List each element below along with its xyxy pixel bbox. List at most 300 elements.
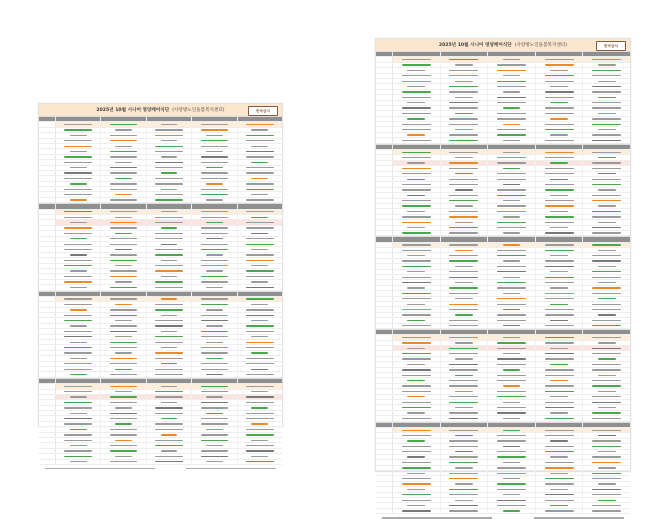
menu-cell xyxy=(441,95,489,99)
menu-cell xyxy=(488,275,536,279)
menu-item-text xyxy=(201,172,229,173)
menu-cell xyxy=(147,149,192,153)
menu-cell xyxy=(56,362,101,366)
menu-item-text xyxy=(407,287,425,288)
menu-item-text xyxy=(246,363,274,364)
menu-cell xyxy=(488,455,536,459)
menu-cell xyxy=(488,270,536,274)
row-label xyxy=(376,111,393,115)
row-label xyxy=(39,411,56,415)
menu-cell xyxy=(101,274,146,278)
menu-item-text xyxy=(402,124,431,125)
menu-item-text xyxy=(246,325,274,326)
menu-cell xyxy=(192,269,237,273)
menu-cell xyxy=(192,400,237,404)
menu-cell xyxy=(393,330,441,334)
menu-item-text xyxy=(251,265,268,266)
menu-item-text xyxy=(598,173,616,174)
menu-cell xyxy=(147,231,192,235)
menu-item-text xyxy=(407,473,425,474)
row-label xyxy=(39,149,56,153)
menu-cell xyxy=(488,509,536,513)
menu-item-text xyxy=(497,391,526,392)
menu-cell xyxy=(147,258,192,262)
menu-cell xyxy=(147,285,192,289)
menu-cell xyxy=(393,362,441,366)
menu-cell xyxy=(488,498,536,502)
menu-cell xyxy=(441,74,489,78)
menu-item-text xyxy=(402,75,431,76)
menu-cell xyxy=(393,335,441,339)
menu-cell xyxy=(192,253,237,257)
menu-item-text xyxy=(155,249,183,250)
menu-item-text xyxy=(64,315,92,316)
menu-item-text xyxy=(407,380,425,381)
menu-cell xyxy=(536,122,584,126)
menu-cell xyxy=(441,172,489,176)
row-label xyxy=(376,450,393,454)
menu-cell xyxy=(56,117,101,121)
menu-item-text xyxy=(402,435,431,436)
menu-cell xyxy=(441,166,489,170)
row-label xyxy=(376,351,393,355)
menu-cell xyxy=(583,166,630,170)
menu-item-text xyxy=(545,205,574,206)
menu-cell xyxy=(56,308,101,312)
row-label xyxy=(376,460,393,464)
menu-item-text xyxy=(592,211,621,212)
menu-item-text xyxy=(449,353,478,354)
menu-cell xyxy=(101,324,146,328)
menu-item-text xyxy=(402,81,431,82)
menu-item-text xyxy=(592,59,621,60)
menu-item-text xyxy=(246,135,274,136)
row-label xyxy=(376,389,393,393)
menu-cell xyxy=(147,122,192,126)
menu-item-text xyxy=(110,418,138,419)
row-label xyxy=(39,313,56,317)
menu-item-text xyxy=(246,140,274,141)
menu-cell xyxy=(583,368,630,372)
menu-item-text xyxy=(110,222,138,223)
row-label xyxy=(376,193,393,197)
menu-item-text xyxy=(64,391,92,392)
row-label xyxy=(376,95,393,99)
menu-cell xyxy=(147,237,192,241)
menu-cell xyxy=(488,389,536,393)
menu-item-text xyxy=(545,293,574,294)
menu-cell xyxy=(488,79,536,83)
menu-item-text xyxy=(161,227,178,228)
menu-item-text xyxy=(497,435,526,436)
menu-item-text xyxy=(545,309,574,310)
menu-cell xyxy=(56,160,101,164)
menu-item-text xyxy=(503,293,521,294)
menu-cell xyxy=(536,482,584,486)
menu-cell xyxy=(488,395,536,399)
menu-cell xyxy=(488,416,536,420)
row-label xyxy=(39,302,56,306)
menu-item-text xyxy=(497,500,526,501)
menu-cell xyxy=(441,384,489,388)
menu-cell xyxy=(536,357,584,361)
menu-item-text xyxy=(402,129,431,130)
menu-item-text xyxy=(155,199,183,200)
menu-item-text xyxy=(155,217,183,218)
menu-item-text xyxy=(201,281,229,282)
menu-item-text xyxy=(70,342,87,343)
row-label xyxy=(376,428,393,432)
menu-item-text xyxy=(497,282,526,283)
menu-cell xyxy=(441,378,489,382)
menu-cell xyxy=(56,192,101,196)
menu-cell xyxy=(56,318,101,322)
menu-item-text xyxy=(497,266,526,267)
menu-item-text xyxy=(402,430,431,431)
menu-item-text xyxy=(110,211,138,212)
menu-item-text xyxy=(449,102,478,103)
menu-item-text xyxy=(497,129,526,130)
menu-item-text xyxy=(503,140,521,141)
menu-item-text xyxy=(64,265,92,266)
menu-item-text xyxy=(64,249,92,250)
menu-cell xyxy=(101,308,146,312)
menu-item-text xyxy=(155,461,183,462)
menu-cell xyxy=(536,177,584,181)
menu-item-text xyxy=(455,342,473,343)
menu-cell xyxy=(101,345,146,349)
menu-item-text xyxy=(70,396,87,397)
menu-item-text xyxy=(201,189,229,190)
menu-cell xyxy=(441,428,489,432)
menu-cell xyxy=(441,373,489,377)
menu-cell xyxy=(536,161,584,165)
menu-cell xyxy=(101,438,146,442)
menu-cell xyxy=(441,226,489,230)
menu-cell xyxy=(147,433,192,437)
menu-cell xyxy=(583,498,630,502)
menu-item-text xyxy=(201,156,229,157)
menu-cell xyxy=(441,259,489,263)
menu-cell xyxy=(192,351,237,355)
menu-item-text xyxy=(592,260,621,261)
row-label xyxy=(376,237,393,241)
menu-cell xyxy=(488,297,536,301)
menu-cell xyxy=(192,182,237,186)
menu-cell xyxy=(441,122,489,126)
menu-item-text xyxy=(407,134,425,135)
menu-cell xyxy=(393,237,441,241)
menu-item-text xyxy=(503,325,521,326)
menu-cell xyxy=(536,318,584,322)
menu-item-text xyxy=(545,446,574,447)
menu-cell xyxy=(536,248,584,252)
menu-item-text xyxy=(402,325,431,326)
menu-item-text xyxy=(592,134,621,135)
menu-cell xyxy=(583,433,630,437)
menu-item-text xyxy=(545,402,574,403)
menu-cell xyxy=(488,226,536,230)
row-label xyxy=(376,275,393,279)
menu-cell xyxy=(536,373,584,377)
menu-cell xyxy=(147,308,192,312)
menu-cell xyxy=(393,74,441,78)
menu-cell xyxy=(238,237,282,241)
menu-item-text xyxy=(598,342,616,343)
menu-cell xyxy=(583,264,630,268)
menu-cell xyxy=(583,400,630,404)
menu-cell xyxy=(583,220,630,224)
menu-cell xyxy=(56,155,101,159)
menu-item-text xyxy=(407,489,425,490)
menu-item-text xyxy=(206,358,223,359)
row-label xyxy=(39,400,56,404)
menu-item-text xyxy=(206,151,223,152)
menu-item-text xyxy=(161,298,178,299)
menu-cell xyxy=(488,503,536,507)
row-label xyxy=(39,362,56,366)
menu-item-text xyxy=(246,450,274,451)
menu-item-text xyxy=(497,364,526,365)
menu-item-text xyxy=(155,129,183,130)
menu-cell xyxy=(56,122,101,126)
menu-cell xyxy=(56,302,101,306)
menu-cell xyxy=(583,307,630,311)
menu-cell xyxy=(488,378,536,382)
menu-item-text xyxy=(592,337,621,338)
menu-cell xyxy=(56,292,101,296)
menu-item-text xyxy=(246,434,274,435)
menu-cell xyxy=(192,297,237,301)
menu-item-text xyxy=(251,369,268,370)
menu-item-text xyxy=(545,430,574,431)
menu-cell xyxy=(101,269,146,273)
row-label xyxy=(376,455,393,459)
menu-item-text xyxy=(545,391,574,392)
menu-item-text xyxy=(110,413,138,414)
menu-cell xyxy=(441,90,489,94)
menu-item-text xyxy=(449,70,478,71)
menu-cell xyxy=(583,193,630,197)
menu-cell xyxy=(441,52,489,56)
menu-item-text xyxy=(155,429,183,430)
menu-item-text xyxy=(110,172,138,173)
row-label xyxy=(39,285,56,289)
menu-cell xyxy=(488,302,536,306)
menu-cell xyxy=(488,145,536,149)
menu-item-text xyxy=(110,309,138,310)
menu-cell xyxy=(536,172,584,176)
menu-cell xyxy=(101,395,146,399)
menu-cell xyxy=(238,155,282,159)
menu-item-text xyxy=(251,162,268,163)
menu-item-text xyxy=(545,478,574,479)
menu-cell xyxy=(441,133,489,137)
menu-cell xyxy=(441,79,489,83)
menu-item-text xyxy=(449,510,478,511)
menu-cell xyxy=(488,177,536,181)
menu-item-text xyxy=(246,172,274,173)
menu-item-text xyxy=(598,500,616,501)
menu-item-text xyxy=(70,461,87,462)
row-label xyxy=(39,433,56,437)
menu-cell xyxy=(441,286,489,290)
menu-item-text xyxy=(503,260,521,261)
menu-item-text xyxy=(115,265,132,266)
menu-cell xyxy=(192,340,237,344)
menu-item-text xyxy=(64,156,92,157)
menu-cell xyxy=(101,210,146,214)
menu-cell xyxy=(238,264,282,268)
row-label xyxy=(376,155,393,159)
menu-cell xyxy=(536,444,584,448)
menu-cell xyxy=(536,264,584,268)
center-name: (사랑방노인돌봄복지센터) xyxy=(172,108,225,113)
menu-item-text xyxy=(110,402,138,403)
menu-cell xyxy=(101,176,146,180)
menu-item-text xyxy=(545,168,574,169)
menu-cell xyxy=(101,155,146,159)
sheet-title: 2025년 10월 시니어 영양케어식단 xyxy=(96,108,170,113)
menu-cell xyxy=(393,384,441,388)
menu-item-text xyxy=(155,456,183,457)
menu-item-text xyxy=(550,118,568,119)
menu-item-text xyxy=(246,418,274,419)
row-label xyxy=(39,160,56,164)
menu-cell xyxy=(147,171,192,175)
menu-cell xyxy=(488,280,536,284)
menu-item-text xyxy=(115,178,132,179)
menu-cell xyxy=(147,356,192,360)
menu-cell xyxy=(583,270,630,274)
menu-cell xyxy=(238,242,282,246)
menu-item-text xyxy=(455,113,473,114)
menu-cell xyxy=(56,274,101,278)
menu-cell xyxy=(583,439,630,443)
menu-cell xyxy=(147,204,192,208)
menu-cell xyxy=(441,106,489,110)
menu-item-text xyxy=(64,407,92,408)
menu-cell xyxy=(192,160,237,164)
menu-item-text xyxy=(449,140,478,141)
menu-item-text xyxy=(64,320,92,321)
menu-item-text xyxy=(251,129,268,130)
menu-item-text xyxy=(407,271,425,272)
menu-item-text xyxy=(449,478,478,479)
menu-item-text xyxy=(246,189,274,190)
menu-cell xyxy=(583,253,630,257)
menu-cell xyxy=(488,411,536,415)
menu-cell xyxy=(536,63,584,67)
menu-cell xyxy=(441,318,489,322)
menu-cell xyxy=(238,285,282,289)
menu-item-text xyxy=(110,156,138,157)
menu-cell xyxy=(192,318,237,322)
menu-cell xyxy=(147,220,192,224)
row-label xyxy=(376,368,393,372)
menu-item-text xyxy=(402,446,431,447)
menu-cell xyxy=(238,139,282,143)
menu-item-text xyxy=(598,81,616,82)
menu-item-text xyxy=(545,342,574,343)
menu-item-text xyxy=(402,467,431,468)
menu-item-text xyxy=(455,157,473,158)
menu-cell xyxy=(147,400,192,404)
menu-cell xyxy=(536,503,584,507)
menu-cell xyxy=(192,356,237,360)
menu-item-text xyxy=(449,168,478,169)
row-label xyxy=(39,345,56,349)
menu-item-text xyxy=(201,249,229,250)
menu-item-text xyxy=(64,276,92,277)
menu-item-text xyxy=(201,162,229,163)
row-label xyxy=(39,372,56,376)
menu-cell xyxy=(536,498,584,502)
menu-cell xyxy=(147,274,192,278)
menu-item-text xyxy=(402,309,431,310)
menu-cell xyxy=(101,285,146,289)
menu-cell xyxy=(238,329,282,333)
menu-item-text xyxy=(545,113,574,114)
menu-item-text xyxy=(497,157,526,158)
menu-item-text xyxy=(497,483,526,484)
menu-cell xyxy=(238,422,282,426)
menu-cell xyxy=(56,128,101,132)
menu-item-text xyxy=(251,456,268,457)
menu-cell xyxy=(441,291,489,295)
menu-item-text xyxy=(201,178,229,179)
menu-item-text xyxy=(550,227,568,228)
menu-cell xyxy=(441,389,489,393)
menu-cell xyxy=(441,423,489,427)
row-label xyxy=(39,264,56,268)
menu-item-text xyxy=(110,151,138,152)
menu-item-text xyxy=(402,298,431,299)
row-label xyxy=(376,291,393,295)
menu-item-text xyxy=(497,342,526,343)
menu-cell xyxy=(56,324,101,328)
menu-item-text xyxy=(449,244,478,245)
menu-item-text xyxy=(455,298,473,299)
menu-cell xyxy=(536,84,584,88)
menu-item-text xyxy=(206,135,223,136)
row-label xyxy=(39,226,56,230)
menu-cell xyxy=(536,346,584,350)
menu-item-text xyxy=(545,152,574,153)
menu-item-text xyxy=(155,222,183,223)
menu-cell xyxy=(583,330,630,334)
menu-cell xyxy=(488,423,536,427)
menu-cell xyxy=(583,133,630,137)
menu-cell xyxy=(56,237,101,241)
menu-cell xyxy=(583,237,630,241)
menu-cell xyxy=(101,406,146,410)
menu-cell xyxy=(488,433,536,437)
menu-cell xyxy=(56,384,101,388)
menu-item-text xyxy=(550,456,568,457)
menu-item-text xyxy=(110,461,138,462)
menu-cell xyxy=(441,231,489,235)
menu-cell xyxy=(536,145,584,149)
menu-cell xyxy=(192,362,237,366)
menu-cell xyxy=(56,449,101,453)
menu-cell xyxy=(238,133,282,137)
menu-cell xyxy=(101,144,146,148)
menu-cell xyxy=(488,209,536,213)
menu-cell xyxy=(56,379,101,383)
menu-cell xyxy=(393,270,441,274)
menu-item-text xyxy=(155,151,183,152)
